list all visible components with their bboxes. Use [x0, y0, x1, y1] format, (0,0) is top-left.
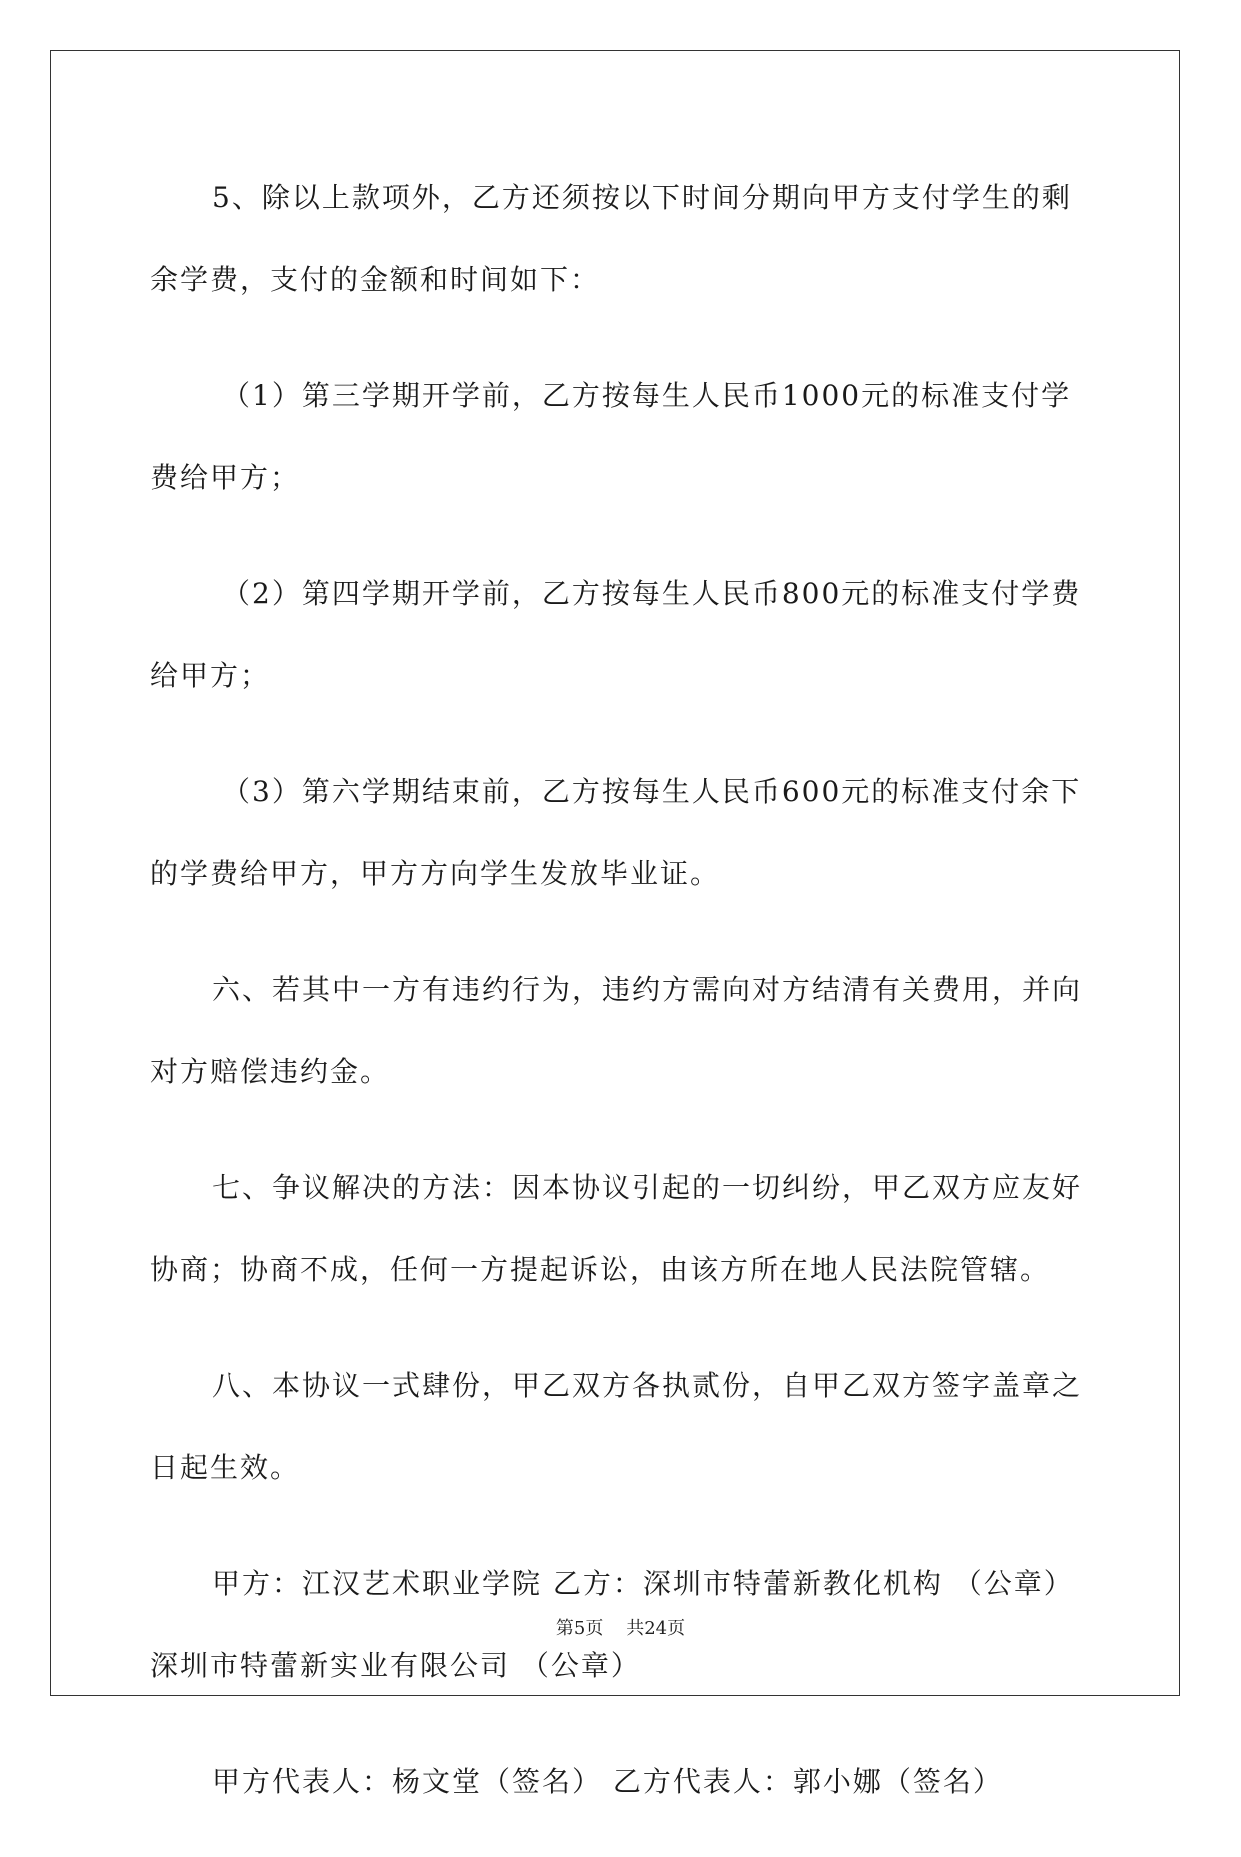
parties-line: 甲方：江汉艺术职业学院 乙方：深圳市特蕾新教化机构 （公章）深圳市特蕾新实业有限公司 （公章） — [150, 1567, 1074, 1682]
clause-5-item-2: （2）第四学期开学前，乙方按每生人民币800元的标准支付学费给甲方； — [150, 577, 1082, 692]
page-total: 共24页 — [626, 1618, 686, 1639]
clause-8: 八、本协议一式肆份，甲乙双方各执贰份，自甲乙双方签字盖章之日起生效。 — [150, 1369, 1083, 1484]
document-body — [150, 157, 1085, 1857]
representatives-line: 甲方代表人：杨文堂（签名） 乙方代表人：郭小娜（签名） — [212, 1765, 1003, 1798]
page-number: 第5页 — [555, 1618, 604, 1639]
clause-7: 七、争议解决的方法：因本协议引起的一切纠纷，甲乙双方应友好协商；协商不成，任何一方提起诉讼，由该方所在地人民法院管辖。 — [150, 1171, 1083, 1286]
clause-5-item-3: （3）第六学期结束前，乙方按每生人民币600元的标准支付余下的学费给甲方，甲方方向学生发放毕业证。 — [150, 775, 1082, 890]
clause-5-item-1: （1）第三学期开学前，乙方按每生人民币1000元的标准支付学费给甲方； — [150, 379, 1072, 494]
clause-6: 六、若其中一方有违约行为，违约方需向对方结清有关费用，并向对方赔偿违约金。 — [150, 973, 1083, 1088]
page-footer — [0, 1614, 1241, 1640]
clause-5-intro: 5、除以上款项外，乙方还须按以下时间分期向甲方支付学生的剩余学费，支付的金额和时间如下： — [150, 181, 1072, 296]
